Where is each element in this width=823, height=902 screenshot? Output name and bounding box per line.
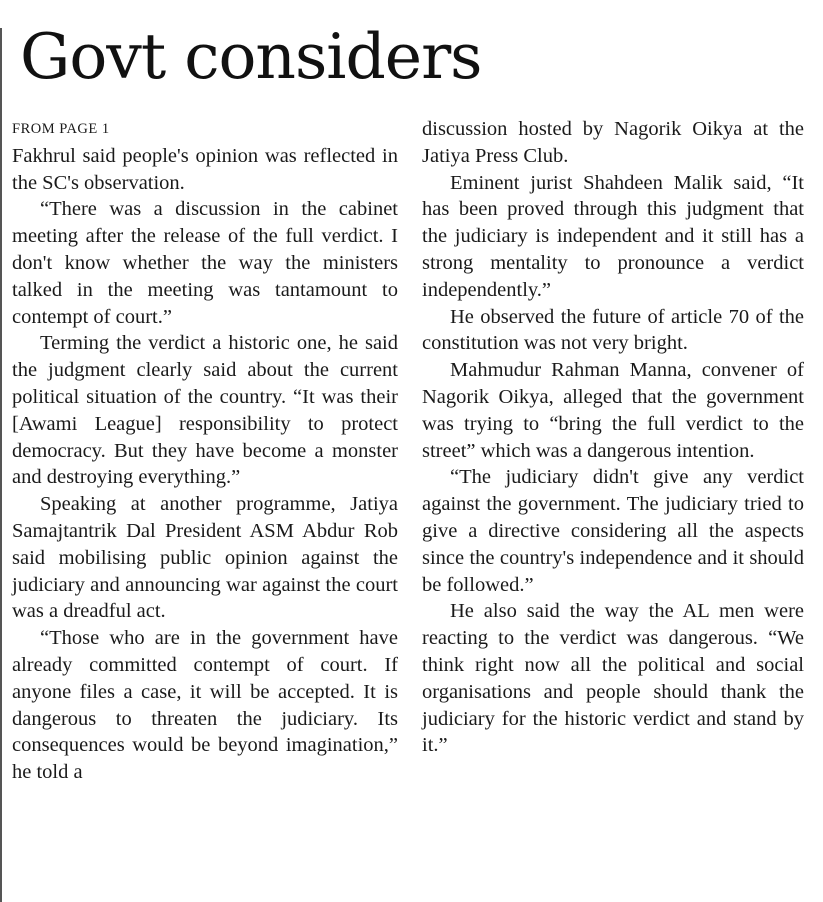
paragraph: discussion hosted by Nagorik Oikya at the Jatiya Press Club. (422, 118, 804, 167)
paragraph: Fakhrul said people's opinion was reflected in the SC's observation. (12, 144, 398, 194)
paragraph: He observed the future of article 70 of the constitution was not very bright. (422, 305, 804, 355)
paragraph: Mahmudur Rahman Manna, convener of Nagorik Oikya, alleged that the government was trying to “bring the full verdict to the street” which was a dangerous intention. (422, 359, 804, 462)
paragraph: “There was a discussion in the cabinet meeting after the release of the full verdict. I don't know whether the way the ministers talked in the meeting was tantamount to contempt of court.” (12, 198, 398, 328)
paragraph: Terming the verdict a historic one, he said the judgment clearly said about the current political situation of the country. “It was their [Awami League] responsibility to protect democracy. But they have become a monster and destroying everything.” (12, 332, 398, 489)
from-page-label: FROM PAGE 1 (12, 121, 110, 137)
paragraph: “The judiciary didn't give any verdict against the government. The judiciary tried to give a directive considering all the aspects since the country's independence and it should be followed.” (422, 466, 804, 596)
article-column-right (422, 116, 804, 759)
headline: Govt considers (20, 20, 482, 93)
paragraph: Eminent jurist Shahdeen Malik said, “It has been proved through this judgment that the judiciary is independent and it still has a strong mentality to pronounce a verdict independently.” (422, 171, 804, 301)
paragraph: “Those who are in the government have already committed contempt of court. If anyone files a case, it will be accepted. It is dangerous to threaten the judiciary. Its consequences would be beyond imagination,” he told a (12, 627, 398, 784)
article-column-left (12, 116, 398, 786)
paragraph: Speaking at another programme, Jatiya Samajtantrik Dal President ASM Abdur Rob said mobilising public opinion against the judiciary and announcing war against the court was a dreadful act. (12, 493, 398, 623)
column-rule (0, 28, 2, 902)
paragraph: He also said the way the AL men were reacting to the verdict was dangerous. “We think right now all the political and social organisations and people should thank the judiciary for the historic verdict and stand by it.” (422, 600, 804, 757)
